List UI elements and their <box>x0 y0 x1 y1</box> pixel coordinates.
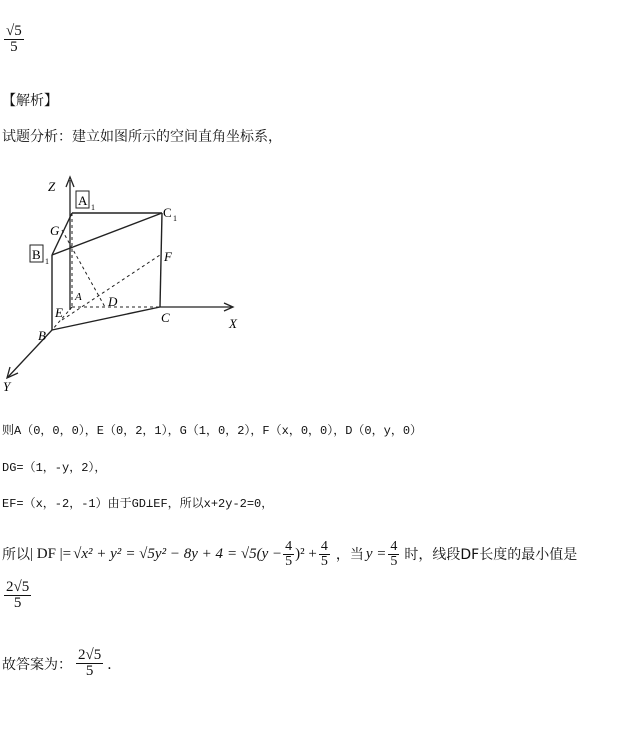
section-heading: 【解析】 <box>2 93 58 109</box>
label-c1: C <box>163 205 172 220</box>
label-a: A <box>75 291 82 303</box>
coordinate-figure <box>0 165 260 400</box>
label-f: F <box>164 249 172 264</box>
svg-text:1: 1 <box>173 214 177 223</box>
answer-fraction: $\frac{2√5}{5}$ <box>78 647 102 679</box>
intro-line: 试题分析：建立如图所示的空间直角坐标系， <box>2 129 282 145</box>
dg-line: DG=（1，-y，2）， <box>2 461 107 475</box>
top-fraction-numerator: √5 <box>6 23 22 39</box>
label-g: G <box>50 223 60 238</box>
label-c: C <box>161 310 170 325</box>
answer-line: 故答案为： $\frac{2√5}{5}$ ． <box>2 647 122 679</box>
label-a1: A <box>78 193 88 208</box>
top-fraction <box>4 24 24 55</box>
label-d: D <box>108 294 118 309</box>
label-x: X <box>229 316 237 331</box>
svg-text:1: 1 <box>45 257 49 266</box>
svg-text:1: 1 <box>91 203 95 212</box>
label-e: E <box>55 305 63 320</box>
df-formula-line: 所以 | DF |= √x² + y² = √5y² − 8y + 4 = √5(y − $\frac{4}{5}$ )² + $\frac{4}{5}$ ，当 y = $\frac{4}{5}$ 时，线段DF长度的最小值是 <box>2 538 578 569</box>
label-z: Z <box>48 179 56 194</box>
label-b1: B <box>32 247 41 262</box>
ef-line: EF=（x，-2，-1）由于GD⊥EF，所以x+2y-2=0， <box>2 497 274 511</box>
top-fraction-denominator: 5 <box>10 39 18 55</box>
coords-line: 则A（0，0，0），E（0，2，1），G（1，0，2），F（x，0，0），D（0，y，0） <box>2 424 423 438</box>
min-value-fraction: $\frac{2√5}{5}$ <box>6 579 30 611</box>
label-y: Y <box>3 379 11 394</box>
label-b: B <box>38 328 46 343</box>
